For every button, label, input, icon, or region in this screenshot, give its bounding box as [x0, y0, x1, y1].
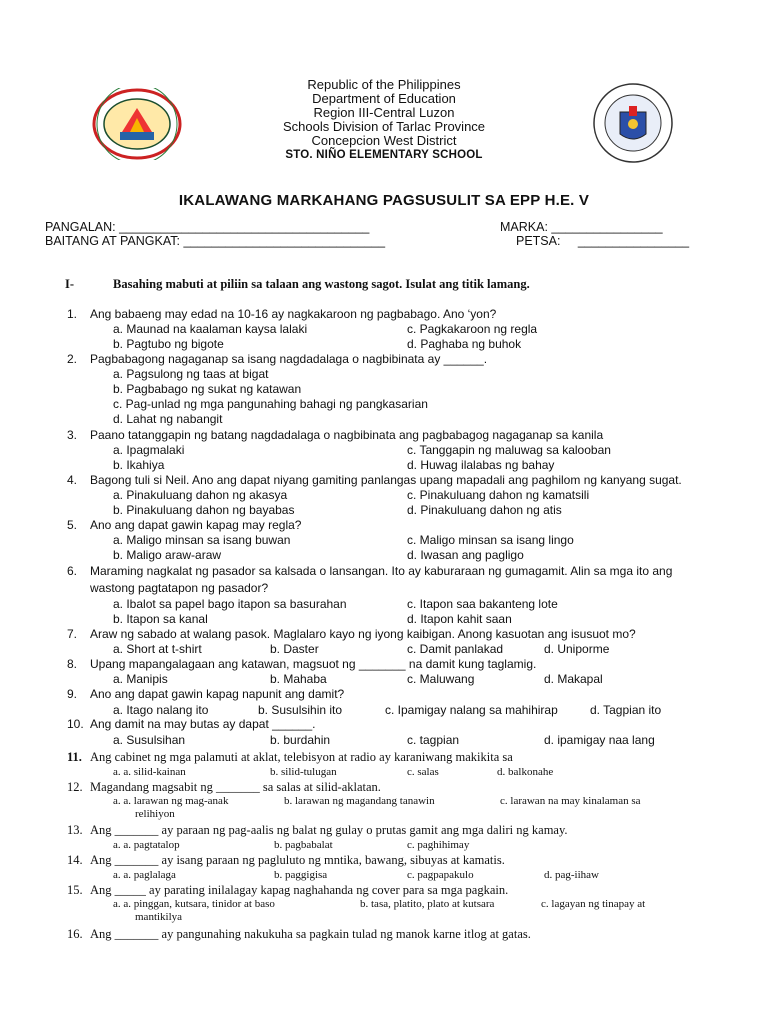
question-4 [67, 473, 682, 487]
question-text: Magandang magsabit ng _______ sa salas at silid-aklatan. [90, 780, 381, 794]
header-department: Department of Education [312, 91, 456, 106]
choice-a: a. Manipis [113, 672, 168, 686]
question-6 [67, 564, 672, 578]
choice-d: d. Tagpian ito [590, 703, 662, 717]
question-number: 10. [67, 717, 84, 731]
choice-b: b. Daster [270, 642, 319, 656]
question-text: Paano tatanggapin ng batang nagdadalaga o nagbibinata ang pagbabagog nagaganap sa kanila [90, 428, 604, 442]
question-text: Ano ang dapat gawin kapag may regla? [90, 518, 302, 532]
choice-b: b. pagbabalat [274, 839, 333, 851]
choice-a: a. Ipagmalaki [113, 443, 185, 457]
question-text: Araw ng sabado at walang pasok. Maglalaro kayo ng iyong kaibigan. Anong kasuotan ang isusuot mo? [90, 627, 636, 641]
choice-d: d. Iwasan ang pagligo [407, 548, 524, 562]
question-number: 15. [67, 883, 83, 897]
choice-b: b. Pagtubo ng bigote [113, 337, 224, 351]
choice-d: d. Makapal [544, 672, 603, 686]
choice-c: c. tagpian [407, 733, 460, 747]
question-number: 1. [67, 307, 78, 321]
choice-b: b. Ikahiya [113, 458, 165, 472]
question-text: Ang _____ ay parating inilalagay kapag naghahanda ng cover para sa mga pagkain. [90, 883, 509, 897]
choice-c: c. Damit panlakad [407, 642, 504, 656]
choice-c: c. pagpapakulo [407, 869, 474, 881]
choice-a: a. Pinakuluang dahon ng akasya [113, 488, 288, 502]
choice-a: a. Itago nalang ito [113, 703, 209, 717]
choice-b: b. Susulsihin ito [258, 703, 343, 717]
question-text: Upang mapangalagaan ang katawan, magsuot ng _______ na damit kung taglamig. [90, 657, 537, 671]
choice-c: c. Itapon saa bakanteng lote [407, 597, 558, 611]
choice-c: c. Maligo minsan sa isang lingo [407, 533, 574, 547]
choice-a: a. Maunad na kaalaman kaysa lalaki [113, 322, 308, 336]
choice-c: c. paghihimay [407, 839, 470, 851]
question-9 [67, 687, 344, 701]
choice-a: a. Maligo minsan sa isang buwan [113, 533, 291, 547]
choice-a: a. Susulsihan [113, 733, 186, 747]
question-number: 12. [67, 780, 83, 794]
question-text: Pagbabagong nagaganap sa isang nagdadalaga o nagbibinata ay ______. [90, 352, 488, 366]
question-2 [67, 352, 487, 366]
choice-b: b. Mahaba [270, 672, 327, 686]
question-text: Ang damit na may butas ay dapat ______. [90, 717, 316, 731]
question-text: Ano ang dapat gawin kapag napunit ang damit? [90, 687, 345, 701]
question-number: 3. [67, 428, 78, 442]
question-text-continued: wastong pagtatapon ng pasador? [90, 581, 269, 595]
date-field-label: PETSA: ________________ [516, 234, 690, 248]
question-number: 5. [67, 518, 78, 532]
score-field-label: MARKA: ________________ [500, 220, 663, 234]
choice-d: d. pag-iihaw [544, 869, 599, 881]
question-text: Maraming nagkalat ng pasador sa kalsada o lansangan. Ito ay kaburaraan ng gumagamit. Alin sa mga ito ang [90, 564, 673, 578]
question-number: 13. [67, 823, 83, 837]
header-division: Schools Division of Tarlac Province [282, 119, 486, 134]
choice-a: a. a. pinggan, kutsara, tinidor at baso [113, 898, 275, 910]
choice-c: c. Pag-unlad ng mga pangunahing bahagi ng pangkasarian [113, 397, 428, 411]
choice-c: c. Maluwang [407, 672, 475, 686]
question-number: 14. [67, 853, 83, 867]
question-number: 7. [67, 627, 78, 641]
grade-section-field-label: BAITANG AT PANGKAT: _____________________________ [45, 234, 386, 248]
choice-a: a. Pagsulong ng taas at bigat [113, 367, 269, 381]
question-14 [67, 853, 505, 868]
section-instruction [65, 277, 530, 292]
header-school: STO. NIÑO ELEMENTARY SCHOOL [285, 149, 483, 161]
choice-a: a. Short at t-shirt [113, 642, 202, 656]
choice-c: c. lagayan ng tinapay at [541, 898, 646, 910]
choice-a: a. a. paglalaga [113, 869, 176, 881]
choice-b: b. Itapon sa kanal [113, 612, 208, 626]
question-number: 8. [67, 657, 78, 671]
question-text: Ang babaeng may edad na 10-16 ay nagkakaroon ng pagbabago. Ano ‘yon? [90, 307, 497, 321]
question-text: Ang _______ ay paraan ng pag-aalis ng balat ng gulay o prutas gamit ang mga daliri ng kamay. [90, 823, 568, 837]
question-number: 9. [67, 687, 78, 701]
question-13 [67, 823, 568, 838]
choice-b: b. paggigisa [274, 869, 328, 881]
question-3 [67, 428, 603, 442]
question-text: Bagong tuli si Neil. Ano ang dapat niyang gamiting panlangas upang mapadali ang paghilom ng kanyang sugat. [90, 473, 682, 487]
section-number: I- [65, 277, 75, 291]
choice-d: d. balkonahe [497, 766, 554, 778]
choice-b: b. Maligo araw-araw [113, 548, 222, 562]
choice-a: a. a. silid-kainan [113, 766, 186, 778]
section-instruction-text: Basahing mabuti at piliin sa talaan ang wastong sagot. Isulat ang titik lamang. [113, 277, 530, 291]
choice-d: d. Lahat ng nabangit [113, 412, 223, 426]
choice-c: c. salas [407, 766, 439, 778]
choice-d: d. Pinakuluang dahon ng atis [407, 503, 562, 517]
question-16 [67, 927, 531, 942]
choice-b: b. tasa, platito, plato at kutsara [360, 898, 495, 910]
question-1 [67, 307, 496, 321]
choice-c: c. Pinakuluang dahon ng kamatsili [407, 488, 590, 502]
choice-b: b. burdahin [270, 733, 331, 747]
choice-b: b. Pagbabago ng sukat ng katawan [113, 382, 302, 396]
question-number: 11. [67, 750, 82, 764]
choice-c: c. larawan na may kinalaman sa [500, 795, 641, 807]
question-number: 6. [67, 564, 78, 578]
question-text: Ang _______ ay isang paraan ng pagluluto ng mntika, bawang, sibuyas at kamatis. [90, 853, 505, 867]
choice-b: b. silid-tulugan [270, 766, 337, 778]
choice-c-continued: mantikilya [135, 911, 183, 923]
question-8 [67, 657, 536, 671]
choice-c: c. Pagkakaroon ng regla [407, 322, 538, 336]
question-10 [67, 717, 316, 731]
choice-a: a. a. pagtatalop [113, 839, 180, 851]
choice-d: d. Paghaba ng buhok [407, 337, 522, 351]
choice-d: d. ipamigay naa lang [544, 733, 655, 747]
name-field-label: PANGALAN: ____________________________________ [45, 220, 370, 234]
choice-d: d. Uniporme [544, 642, 610, 656]
choice-c: c. Tanggapin ng maluwag sa kalooban [407, 443, 611, 457]
choice-a: a. Ibalot sa papel bago itapon sa basurahan [113, 597, 347, 611]
question-text: Ang cabinet ng mga palamuti at aklat, telebisyon at radio ay karaniwang makikita sa [90, 750, 513, 764]
question-number: 16. [67, 927, 83, 941]
choice-d: d. Huwag ilalabas ng bahay [407, 458, 555, 472]
choice-b: b. Pinakuluang dahon ng bayabas [113, 503, 295, 517]
choice-c-continued: relihiyon [135, 808, 175, 820]
question-text: Ang _______ ay pangunahing nakukuha sa pagkain tulad ng manok karne itlog at gatas. [90, 927, 531, 941]
question-number: 2. [67, 352, 78, 366]
question-12 [67, 780, 381, 795]
choice-a: a. a. larawan ng mag-anak [113, 795, 229, 807]
header-republic: Republic of the Philippines [307, 77, 461, 92]
question-number: 4. [67, 473, 78, 487]
document-header [0, 78, 768, 162]
header-district: Concepcion West District [311, 133, 457, 148]
question-7 [67, 627, 636, 641]
exam-title: IKALAWANG MARKAHANG PAGSUSULIT SA EPP H.E. V [178, 192, 590, 209]
choice-d: d. Itapon kahit saan [407, 612, 512, 626]
question-15 [67, 883, 508, 898]
header-region: Region III-Central Luzon [313, 105, 455, 120]
question-5 [67, 518, 301, 532]
choice-b: b. larawan ng magandang tanawin [284, 795, 435, 807]
question-11 [67, 750, 513, 765]
choice-c: c. Ipamigay nalang sa mahihirap [385, 703, 558, 717]
